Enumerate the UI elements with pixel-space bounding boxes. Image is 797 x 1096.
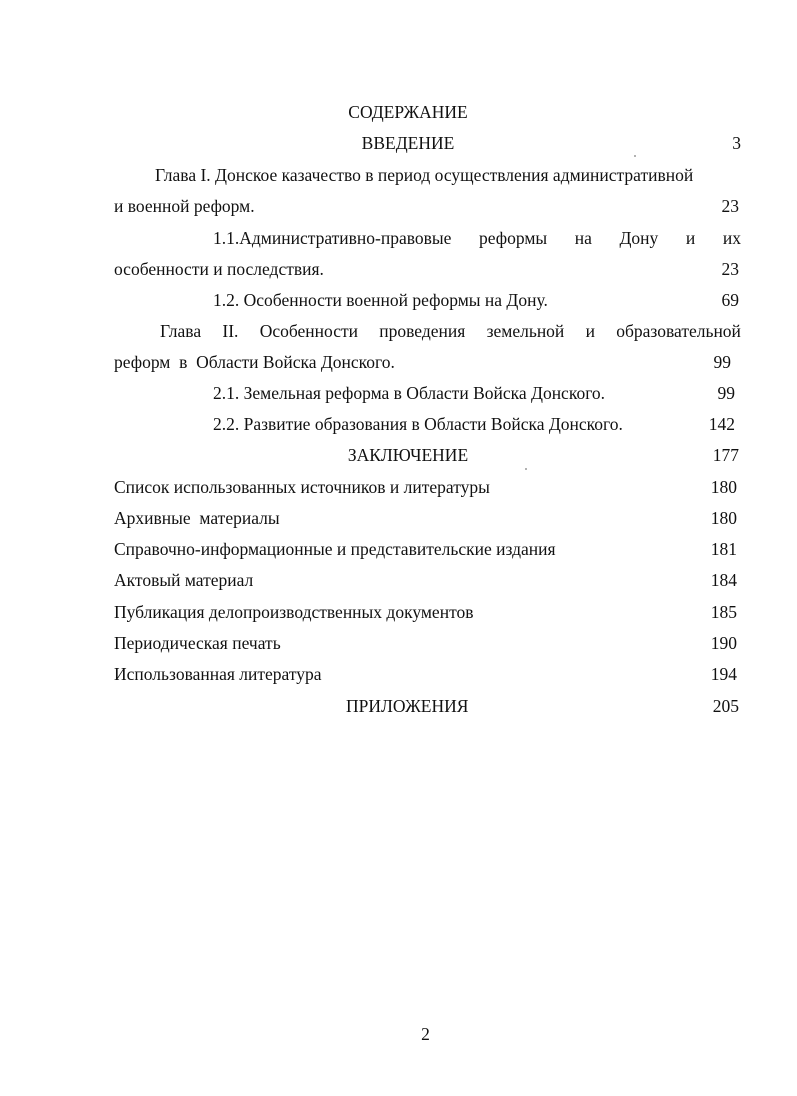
- toc-chapter2-word: проведения: [379, 321, 466, 341]
- toc-section-1-1-word: на: [574, 228, 592, 248]
- toc-periodicals-page: 190: [710, 633, 737, 653]
- toc-intro-page: 3: [732, 133, 741, 153]
- toc-section-1-1-line1: [213, 228, 741, 248]
- toc-chapter2-line2: реформ в Области Войска Донского.: [114, 352, 395, 372]
- toc-section-1-1-word: их: [722, 228, 741, 248]
- toc-chapter2-page: 99: [713, 352, 731, 372]
- toc-chapter2-word: образовательной: [616, 321, 741, 341]
- toc-records-page: 185: [710, 602, 737, 622]
- toc-section-2-2-label: 2.2. Развитие образования в Области Войска Донского.: [213, 414, 623, 434]
- toc-reference-page: 181: [710, 539, 737, 559]
- toc-section-1-1-word: Дону: [619, 228, 659, 248]
- toc-section-2-2-page: 142: [708, 414, 735, 434]
- toc-chapter2-line1: [160, 321, 741, 341]
- scan-speck: [525, 468, 527, 470]
- toc-chapter2-word: Глава: [160, 321, 202, 341]
- toc-section-1-1-line2: особенности и последствия.: [114, 259, 324, 279]
- toc-section-1-2-label: 1.2. Особенности военной реформы на Дону.: [213, 290, 548, 310]
- toc-section-2-1-page: 99: [717, 383, 735, 403]
- toc-chapter1-page: 23: [721, 196, 739, 216]
- toc-literature-label: Использованная литература: [114, 664, 322, 684]
- toc-literature-page: 194: [710, 664, 737, 684]
- toc-archive-page: 180: [710, 508, 737, 528]
- toc-sources-label: Список использованных источников и литературы: [114, 477, 490, 497]
- toc-acts-label: Актовый материал: [114, 570, 254, 590]
- toc-section-1-1-word: 1.1.Административно-правовые: [213, 228, 452, 248]
- toc-appendix-label: ПРИЛОЖЕНИЯ: [346, 696, 469, 716]
- toc-chapter2-word: Особенности: [259, 321, 358, 341]
- toc-periodicals-label: Периодическая печать: [114, 633, 281, 653]
- toc-section-1-1-word: и: [685, 228, 696, 248]
- toc-heading: СОДЕРЖАНИЕ: [348, 102, 468, 122]
- toc-chapter2-word: и: [585, 321, 595, 341]
- toc-appendix-page: 205: [712, 696, 739, 716]
- toc-section-1-2-page: 69: [721, 290, 739, 310]
- scan-speck: [634, 155, 636, 157]
- toc-sources-page: 180: [710, 477, 737, 497]
- toc-chapter2-word: земельной: [486, 321, 565, 341]
- toc-intro-label: ВВЕДЕНИЕ: [361, 133, 455, 153]
- toc-reference-label: Справочно-информационные и представительские издания: [114, 539, 556, 559]
- toc-chapter1-line1: Глава I. Донское казачество в период осуществления административной: [155, 165, 694, 185]
- toc-chapter1-line2: и военной реформ.: [114, 196, 255, 216]
- toc-section-1-1-word: реформы: [479, 228, 548, 248]
- toc-chapter2-word: II.: [222, 321, 239, 341]
- toc-conclusion-page: 177: [712, 445, 739, 465]
- toc-section-1-1-page: 23: [721, 259, 739, 279]
- toc-archive-label: Архивные материалы: [114, 508, 280, 528]
- toc-acts-page: 184: [710, 570, 737, 590]
- toc-section-2-1-label: 2.1. Земельная реформа в Области Войска Донского.: [213, 383, 606, 403]
- toc-records-label: Публикация делопроизводственных документов: [114, 602, 474, 622]
- toc-conclusion-label: ЗАКЛЮЧЕНИЕ: [347, 445, 469, 465]
- page-number: 2: [421, 1024, 430, 1044]
